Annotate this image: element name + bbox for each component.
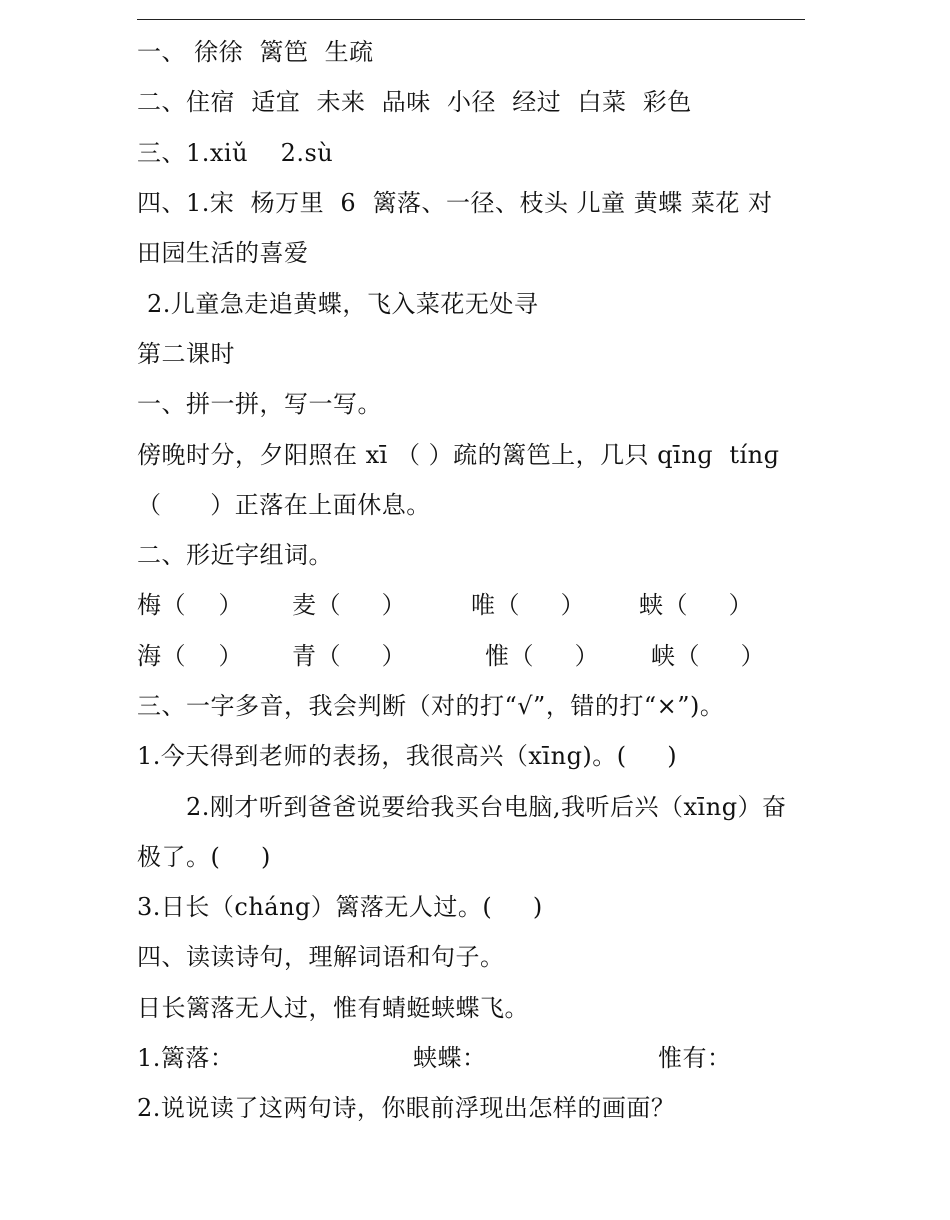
answer-line-1: 一、 徐徐 篱笆 生疏	[137, 38, 374, 66]
section-4-item-2: 2.说说读了这两句诗，你眼前浮现出怎样的画面？	[137, 1094, 676, 1122]
answer-line-4-continued: 田园生活的喜爱	[137, 239, 309, 267]
word-group-row-2	[137, 638, 807, 674]
section-1-sentence-line-2: （ ）正落在上面休息。	[137, 491, 431, 519]
word-group-row-1	[137, 587, 807, 623]
word-group-cell: 青（ ）	[292, 642, 407, 670]
answer-line-4-item-2: 2.儿童急走追黄蝶，飞入菜花无处寻	[147, 290, 539, 318]
word-group-cell: 唯（ ）	[471, 591, 586, 619]
term-label: 蛱蝶：	[413, 1044, 487, 1072]
word-group-cell: 海（ ）	[137, 642, 244, 670]
word-group-cell: 麦（ ）	[292, 591, 407, 619]
section-3-item-1: 1.今天得到老师的表扬，我很高兴（xīng)。( )	[137, 742, 678, 770]
term-label: 惟有：	[658, 1044, 732, 1072]
word-group-cell: 梅（ ）	[137, 591, 244, 619]
word-group-cell: 峡（ ）	[651, 642, 766, 670]
term-label: 1.篱落：	[137, 1044, 235, 1072]
poem-line: 日长篱落无人过，惟有蜻蜓蛱蝶飞。	[137, 994, 529, 1022]
section-3-title: 三、一字多音，我会判断（对的打“√”，错的打“×”)。	[137, 692, 725, 720]
lesson-heading: 第二课时	[137, 340, 235, 368]
term-definition-row	[137, 1040, 807, 1076]
word-group-cell: 蛱（ ）	[639, 591, 754, 619]
word-group-cell: 惟（ ）	[485, 642, 600, 670]
section-4-title: 四、读读诗句，理解词语和句子。	[137, 943, 505, 971]
section-3-item-2-line-2: 极了。( )	[137, 843, 271, 871]
section-1-title: 一、拼一拼，写一写。	[137, 390, 382, 418]
answer-line-3: 三、1.xiǔ 2.sù	[137, 139, 334, 167]
answer-line-4: 四、1.宋 杨万里 6 篱落、一径、枝头 儿童 黄蝶 菜花 对	[137, 189, 773, 217]
section-3-item-3: 3.日长（cháng）篱落无人过。( )	[137, 893, 543, 921]
section-2-title: 二、形近字组词。	[137, 541, 333, 569]
section-1-sentence-line-1: 傍晚时分，夕阳照在 xī （ ）疏的篱笆上，几只 qīnɡ tínɡ	[137, 441, 780, 469]
top-divider-line	[137, 19, 805, 20]
section-3-item-2-line-1: 2.刚才听到爸爸说要给我买台电脑,我听后兴（xīng）奋	[186, 793, 787, 821]
answer-line-2: 二、住宿 适宜 未来 品味 小径 经过 白菜 彩色	[137, 88, 692, 116]
